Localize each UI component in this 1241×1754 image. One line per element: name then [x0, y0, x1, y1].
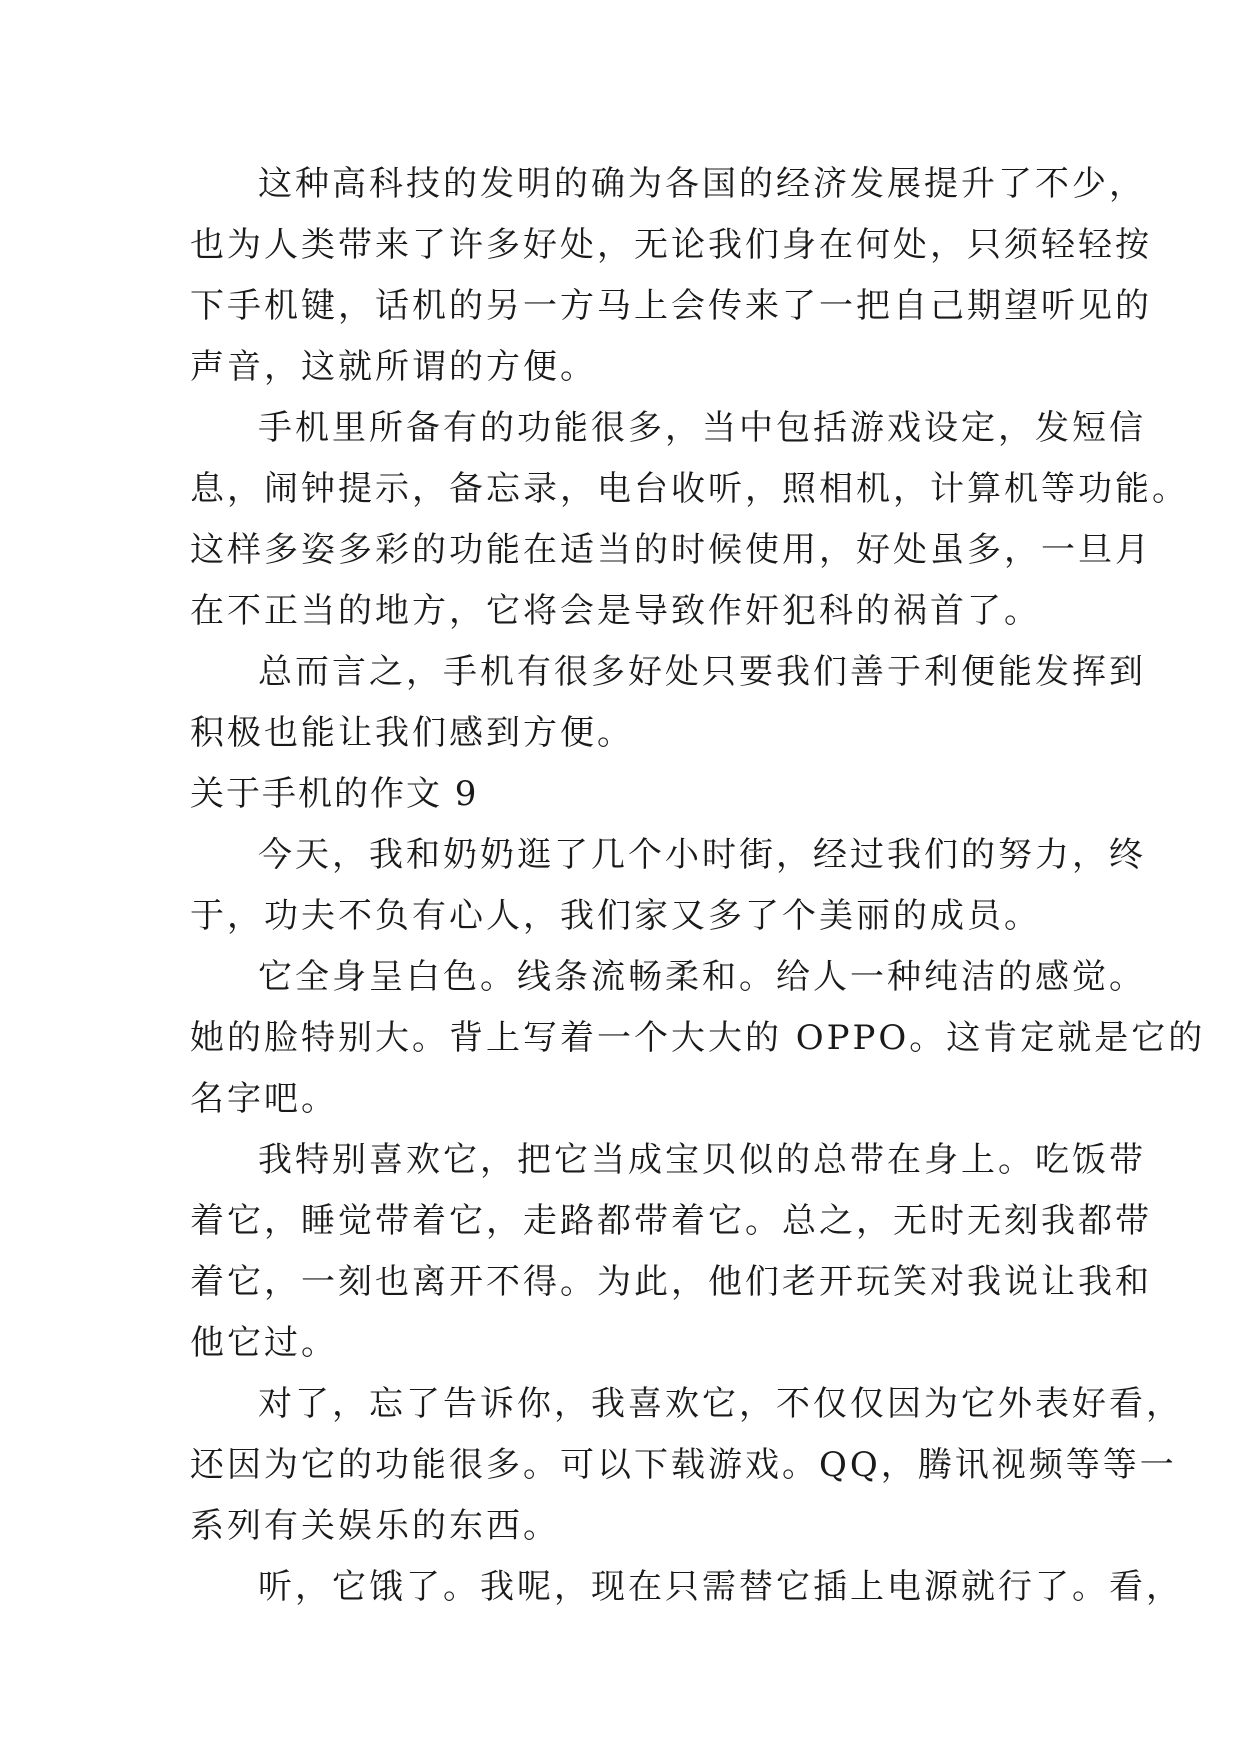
text-line: 在不正当的地方，它将会是导致作奸犯科的祸首了。 [190, 591, 1041, 631]
text-line: 听，它饿了。我呢，现在只需替它插上电源就行了。看， [258, 1567, 1183, 1607]
text-line: 声音，这就所谓的方便。 [190, 347, 597, 387]
text-line: 着它，一刻也离开不得。为此，他们老开玩笑对我说让我和 [190, 1262, 1152, 1302]
text-line: 也为人类带来了许多好处，无论我们身在何处，只须轻轻按 [190, 225, 1152, 265]
text-line: 名字吧。 [190, 1079, 338, 1119]
text-line: 今天，我和奶奶逛了几个小时街，经过我们的努力，终 [258, 835, 1146, 875]
section-heading: 关于手机的作文 9 [190, 774, 479, 814]
document-body [190, 154, 1206, 1618]
text-line: 着它，睡觉带着它，走路都带着它。总之，无时无刻我都带 [190, 1201, 1152, 1241]
text-line: 对了，忘了告诉你，我喜欢它，不仅仅因为它外表好看， [258, 1384, 1183, 1424]
text-line: 她的脸特别大。背上写着一个大大的 OPPO。这肯定就是它的 [190, 1018, 1206, 1058]
text-line: 总而言之，手机有很多好处只要我们善于利便能发挥到 [258, 652, 1146, 692]
text-line: 于，功夫不负有心人，我们家又多了个美丽的成员。 [190, 896, 1041, 936]
text-line: 息，闹钟提示，备忘录，电台收听，照相机，计算机等功能。 [190, 469, 1189, 509]
text-line: 还因为它的功能很多。可以下载游戏。QQ，腾讯视频等等一 [190, 1445, 1177, 1485]
text-line: 系列有关娱乐的东西。 [190, 1506, 560, 1546]
text-line: 他它过。 [190, 1323, 338, 1363]
text-line: 积极也能让我们感到方便。 [190, 713, 634, 753]
text-line: 这样多姿多彩的功能在适当的时候使用，好处虽多，一旦月 [190, 530, 1152, 570]
text-line: 这种高科技的发明的确为各国的经济发展提升了不少， [258, 164, 1146, 204]
text-line: 手机里所备有的功能很多，当中包括游戏设定，发短信 [258, 408, 1146, 448]
text-line: 它全身呈白色。线条流畅柔和。给人一种纯洁的感觉。 [258, 957, 1146, 997]
text-line: 下手机键，话机的另一方马上会传来了一把自己期望听见的 [190, 286, 1152, 326]
text-line: 我特别喜欢它，把它当成宝贝似的总带在身上。吃饭带 [258, 1140, 1146, 1180]
